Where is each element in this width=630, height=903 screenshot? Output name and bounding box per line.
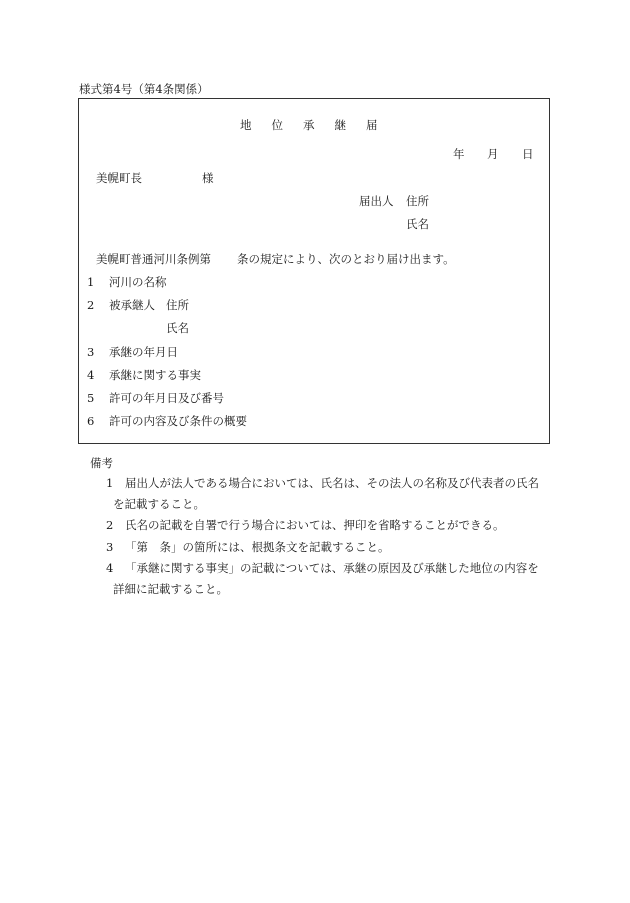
note-number: 1 <box>106 476 114 490</box>
note-text: 届出人が法人である場合においては、氏名は、その法人の名称及び代表者の氏名 <box>125 476 539 490</box>
date-day: 日 <box>522 147 534 161</box>
item-number: 2 <box>87 298 95 312</box>
notes-heading: 備考 <box>90 456 113 470</box>
statement-part1: 美幌町普通河川条例第 <box>96 252 211 266</box>
form-number: 様式第4号（第4条関係） <box>79 82 209 96</box>
item-number: 3 <box>87 345 95 359</box>
item-label: 承継に関する事実 <box>109 368 201 382</box>
item-number: 5 <box>87 391 95 405</box>
date-year: 年 <box>453 147 465 161</box>
note-number: 2 <box>106 518 114 532</box>
item-label: 許可の年月日及び番号 <box>109 391 224 405</box>
item-label: 許可の内容及び条件の概要 <box>109 414 247 428</box>
item-sub-label-address: 住所 <box>166 298 189 312</box>
form-title: 地位承継届 <box>240 118 398 132</box>
applicant-label: 届出人 <box>359 194 394 208</box>
note-text: 氏名の記載を自署で行う場合においては、押印を省略することができる。 <box>125 518 505 532</box>
item-label: 承継の年月日 <box>109 345 178 359</box>
recipient-name: 美幌町長 <box>96 171 142 185</box>
date-month: 月 <box>487 147 499 161</box>
note-text-continued: 詳細に記載すること。 <box>113 582 228 596</box>
item-label: 河川の名称 <box>109 275 167 289</box>
recipient-honorific: 様 <box>202 171 214 185</box>
item-number: 4 <box>87 368 95 382</box>
applicant-name-label: 氏名 <box>406 217 429 231</box>
statement-part2: 条の規定により、次のとおり届け出ます。 <box>237 252 455 266</box>
item-sub-label-name: 氏名 <box>166 321 189 335</box>
applicant-address-label: 住所 <box>406 194 429 208</box>
note-text: 「第 条」の箇所には、根拠条文を記載すること。 <box>125 540 390 554</box>
note-number: 3 <box>106 540 114 554</box>
note-text-continued: を記載すること。 <box>113 497 205 511</box>
note-number: 4 <box>106 561 114 575</box>
item-number: 6 <box>87 414 95 428</box>
note-text: 「承継に関する事実」の記載については、承継の原因及び承継した地位の内容を <box>125 561 539 575</box>
item-label: 被承継人 <box>109 298 155 312</box>
item-number: 1 <box>87 275 95 289</box>
